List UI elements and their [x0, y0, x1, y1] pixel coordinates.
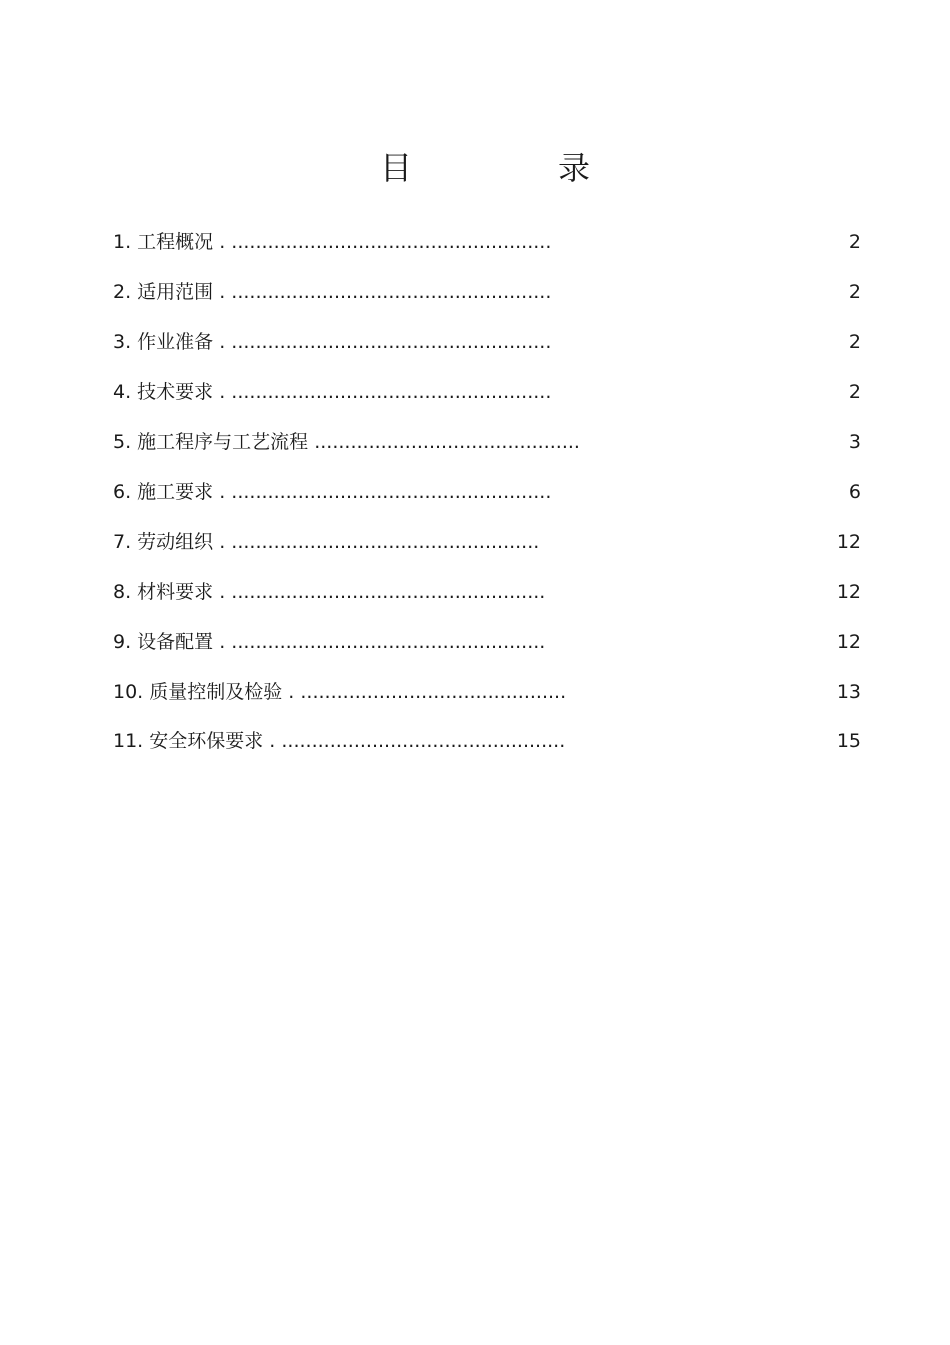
toc-entry-page-number: 2: [848, 281, 861, 303]
toc-title: [0, 146, 950, 190]
toc-entry-text: 3. 作业准备 . .....................................................: [113, 331, 552, 353]
toc-entry-page-number: 2: [848, 331, 861, 353]
toc-entry-1[interactable]: [113, 227, 861, 257]
toc-entry-text: 8. 材料要求 . ....................................................: [113, 581, 546, 603]
toc-entry-page-number: 12: [836, 581, 861, 603]
toc-entry-text: 4. 技术要求 . .....................................................: [113, 381, 552, 403]
toc-entry-11[interactable]: [113, 726, 861, 756]
toc-entry-page-number: 13: [836, 681, 861, 703]
toc-entry-8[interactable]: [113, 577, 861, 607]
toc-entry-2[interactable]: [113, 277, 861, 307]
toc-entry-page-number: 2: [848, 231, 861, 253]
toc-entry-page-number: 12: [836, 531, 861, 553]
toc-entry-text: 6. 施工要求 . .....................................................: [113, 481, 552, 503]
toc-title-char-1: 目: [380, 149, 413, 187]
toc-entry-text: 9. 设备配置 . ....................................................: [113, 631, 546, 653]
toc-entry-3[interactable]: [113, 327, 861, 357]
toc-entry-6[interactable]: [113, 477, 861, 507]
toc-entry-page-number: 12: [836, 631, 861, 653]
toc-entry-9[interactable]: [113, 627, 861, 657]
toc-entry-text: 10. 质量控制及检验 . ............................................: [113, 681, 567, 703]
toc-entry-page-number: 2: [848, 381, 861, 403]
toc-title-char-2: 录: [558, 149, 591, 187]
toc-entry-text: 5. 施工程序与工艺流程 ............................................: [113, 431, 580, 453]
toc-entry-text: 2. 适用范围 . .....................................................: [113, 281, 552, 303]
toc-entry-text: 11. 安全环保要求 . ...............................................: [113, 730, 566, 752]
toc-entry-page-number: 3: [848, 431, 861, 453]
toc-entry-4[interactable]: [113, 377, 861, 407]
toc-entry-7[interactable]: [113, 527, 861, 557]
toc-entry-page-number: 6: [848, 481, 861, 503]
toc-entry-page-number: 15: [836, 730, 861, 752]
toc-entry-text: 1. 工程概况 . .....................................................: [113, 231, 552, 253]
toc-entry-10[interactable]: [113, 677, 861, 707]
toc-entry-5[interactable]: [113, 427, 861, 457]
toc-entry-text: 7. 劳动组织 . ...................................................: [113, 531, 540, 553]
